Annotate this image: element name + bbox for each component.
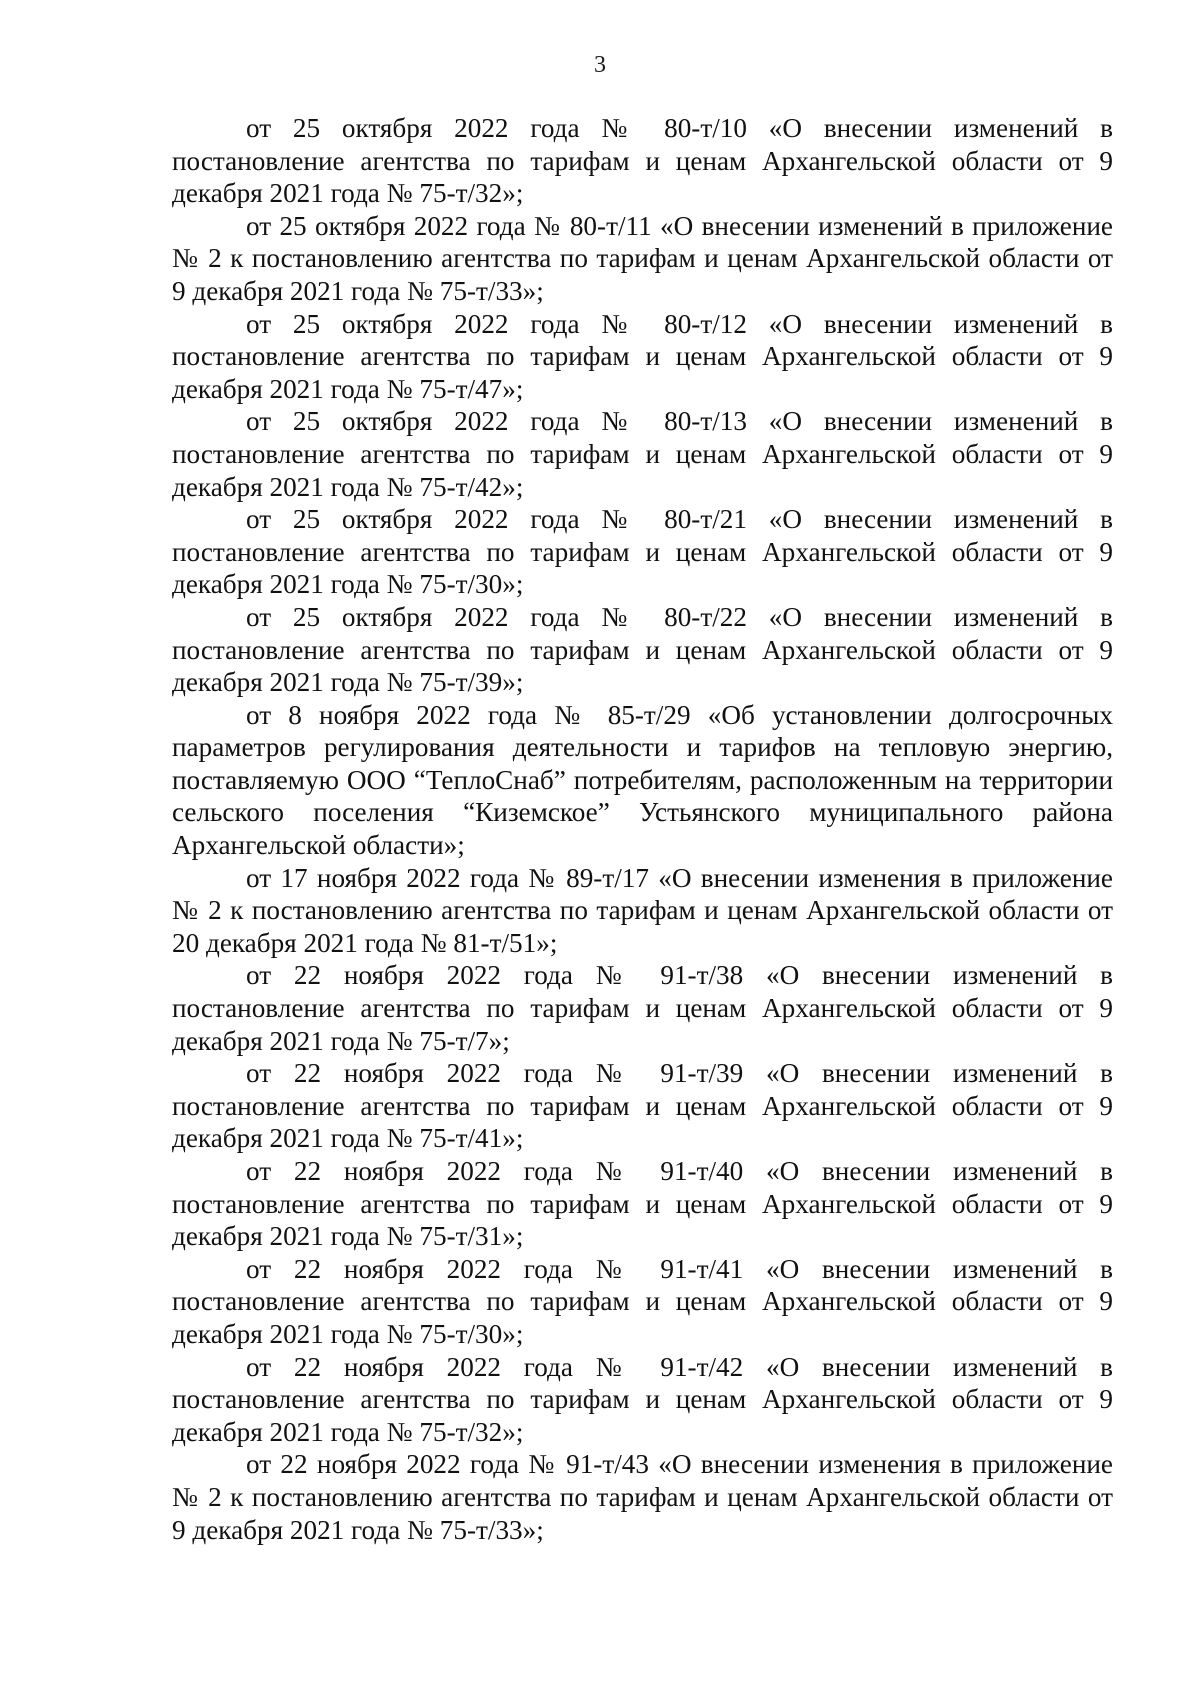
list-item: от 25 октября 2022 года № 80-т/21 «О внесении изменений в постановление агентства по тарифам и ценам Архангельской области от 9 декабря 2021 года № 75-т/30»; xyxy=(172,504,1113,600)
list-item: от 25 октября 2022 года № 80-т/12 «О внесении изменений в постановление агентства по тарифам и ценам Архангельской области от 9 декабря 2021 года № 75-т/47»; xyxy=(172,308,1113,404)
list-item: от 22 ноября 2022 года № 91-т/40 «О внесении изменений в постановление агентства по тарифам и ценам Архангельской области от 9 декабря 2021 года № 75-т/31»; xyxy=(172,1156,1113,1252)
list-item: от 22 ноября 2022 года № 91-т/38 «О внесении изменений в постановление агентства по тарифам и ценам Архангельской области от 9 декабря 2021 года № 75-т/7»; xyxy=(172,960,1113,1056)
page-number: 3 xyxy=(594,52,606,78)
list-item: от 25 октября 2022 года № 80-т/11 «О внесении изменений в приложение № 2 к постановлению агентства по тарифам и ценам Архангельской области от 9 декабря 2021 года № 75-т/33»; xyxy=(172,210,1113,306)
list-item: от 22 ноября 2022 года № 91-т/42 «О внесении изменений в постановление агентства по тарифам и ценам Архангельской области от 9 декабря 2021 года № 75-т/32»; xyxy=(172,1351,1113,1447)
list-item: от 25 октября 2022 года № 80-т/13 «О внесении изменений в постановление агентства по тарифам и ценам Архангельской области от 9 декабря 2021 года № 75-т/42»; xyxy=(172,406,1113,502)
list-item: от 22 ноября 2022 года № 91-т/41 «О внесении изменений в постановление агентства по тарифам и ценам Архангельской области от 9 декабря 2021 года № 75-т/30»; xyxy=(172,1253,1113,1349)
list-item: от 25 октября 2022 года № 80-т/10 «О внесении изменений в постановление агентства по тарифам и ценам Архангельской области от 9 декабря 2021 года № 75-т/32»; xyxy=(172,113,1113,209)
list-item: от 25 октября 2022 года № 80-т/22 «О внесении изменений в постановление агентства по тарифам и ценам Архангельской области от 9 декабря 2021 года № 75-т/39»; xyxy=(172,601,1113,698)
list-item: от 8 ноября 2022 года № 85-т/29 «Об установлении долгосрочных параметров регулирования деятельности и тарифов на тепловую энергию, поставляемую ООО “ТеплоСнаб” потребителям, расположенным на территории сельского поселения “Киземское” Устьянского муниципального района Архангельской области»; xyxy=(172,699,1113,861)
document-body xyxy=(172,112,1113,1546)
list-item: от 22 ноября 2022 года № 91-т/43 «О внесении изменения в приложение № 2 к постановлению агентства по тарифам и ценам Архангельской области от 9 декабря 2021 года № 75-т/33»; xyxy=(172,1449,1113,1545)
list-item: от 22 ноября 2022 года № 91-т/39 «О внесении изменений в постановление агентства по тарифам и ценам Архангельской области от 9 декабря 2021 года № 75-т/41»; xyxy=(172,1058,1113,1154)
list-item: от 17 ноября 2022 года № 89-т/17 «О внесении изменения в приложение № 2 к постановлению агентства по тарифам и ценам Архангельской области от 20 декабря 2021 года № 81-т/51»; xyxy=(172,862,1113,958)
